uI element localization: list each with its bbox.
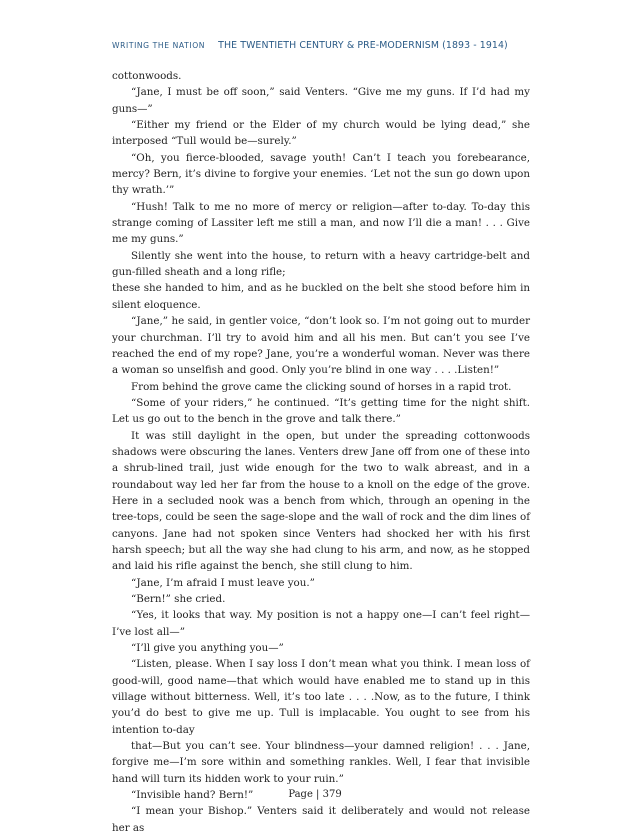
paragraph: “Bern!” she cried. bbox=[131, 593, 226, 605]
paragraph: “I’ll give you anything you—” bbox=[131, 642, 284, 655]
paragraph: From behind the grove came the clicking sound of horses in a rapid trot. bbox=[131, 380, 512, 393]
paragraph: “Jane,” he said, in gentler voice, “don’t look so. I’m not going out to murder your churchman. I’ll try to avoid him and all his men. But can’t you see I’ve reached the end of my rope? Jane, you’re a wonderful woman. Never was there a woman so unselfish and good. Only you’re blind in one way . . . .Listen!” bbox=[112, 315, 530, 377]
paragraph: “I mean your Bishop.” Venters said it deliberately and would not release her as bbox=[112, 805, 530, 834]
paragraph: “Jane, I’m afraid I must leave you.” bbox=[131, 576, 315, 589]
paragraph: “Listen, please. When I say loss I don’t mean what you think. I mean loss of good-will, good name—that which would have enabled me to stand up in this village without bitterness. Well, it’s too late . . . .Now, as to the future, I think you’d do best to give me up. Tull is implacable. You ought to see from his intention to-day bbox=[112, 658, 530, 736]
paragraph: “Some of your riders,” he continued. “It’s getting time for the night shift. Let us go out to the bench in the grove and talk there.” bbox=[112, 396, 530, 426]
body-text bbox=[112, 68, 530, 836]
paragraph: cottonwoods. bbox=[112, 70, 182, 82]
paragraph: these she handed to him, and as he buckled on the belt she stood before him in silent eloquence. bbox=[112, 282, 530, 311]
chapter-title: THE TWENTIETH CENTURY & PRE-MODERNISM (1893 - 1914) bbox=[218, 40, 508, 51]
paragraph: “Oh, you fierce-blooded, savage youth! Can’t I teach you forebearance, mercy? Bern, it’s divine to forgive your enemies. ‘Let not the sun go down upon thy wrath.’” bbox=[112, 151, 530, 197]
paragraph: Silently she went into the house, to return with a heavy cartridge-belt and gun-filled sheath and a long rifle; bbox=[112, 249, 530, 279]
paragraph: “Jane, I must be off soon,” said Venters. “Give me my guns. If I’d had my guns—” bbox=[112, 86, 530, 115]
paragraph: “Invisible hand? Bern!” bbox=[131, 789, 254, 802]
paragraph: “Yes, it looks that way. My position is not a happy one—I can’t feel right—I’ve lost all—” bbox=[112, 609, 530, 638]
paragraph: It was still daylight in the open, but under the spreading cottonwoods shadows were obscuring the lanes. Venters drew Jane off from one of these into a shrub-lined trail, just wide enough for the two to walk abreast, and in a roundabout way led her far from the house to a knoll on the edge of the grove. Here in a secluded nook was a bench from which, through an opening in the tree-tops, could be seen the sage-slope and the wall of rock and the dim lines of canyons. Jane had not spoken since Venters had shocked her with his first harsh speech; but all the way she had clung to his arm, and now, as he stopped and laid his rifle against the bench, she still clung to him. bbox=[112, 429, 530, 573]
paragraph: that—But you can’t see. Your blindness—your damned religion! . . . Jane, forgive me—I’m sore within and something rankles. Well, I fear that invisible hand will turn its hidden work to your ruin.” bbox=[112, 740, 530, 785]
section-label: WRITING THE NATION bbox=[112, 41, 206, 50]
paragraph: “Hush! Talk to me no more of mercy or religion—after to-day. To-day this strange coming of Lassiter left me still a man, and now I’ll die a man! . . . Give me my guns.” bbox=[112, 200, 530, 246]
running-header bbox=[112, 40, 542, 51]
page-number: Page | 379 bbox=[288, 789, 342, 800]
paragraph: “Either my friend or the Elder of my church would be lying dead,” she interposed “Tull would be—surely.” bbox=[112, 119, 530, 148]
